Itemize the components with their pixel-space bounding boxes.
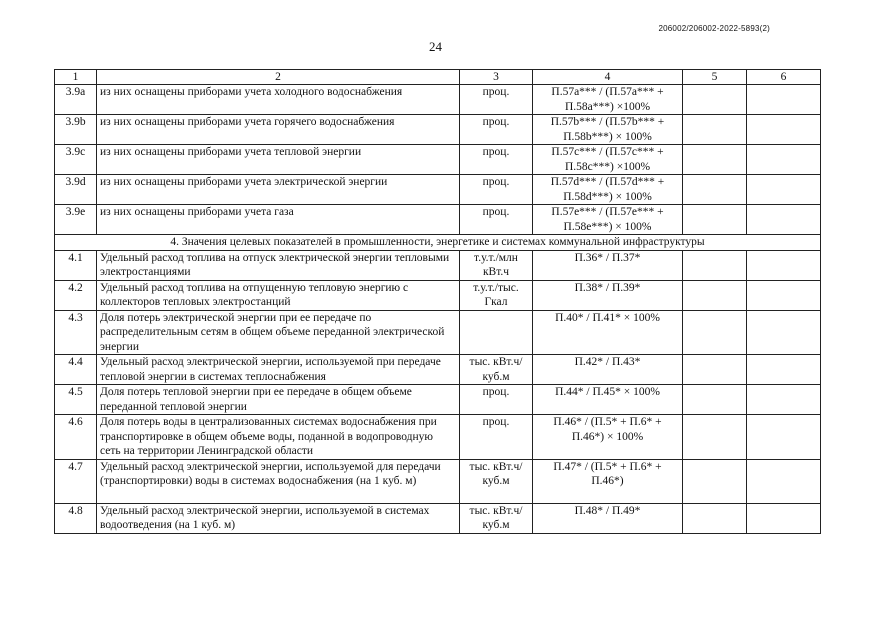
row-value-6: [747, 250, 821, 280]
table-row: [55, 145, 821, 175]
row-value-5: [683, 145, 747, 175]
row-unit: т.у.т./тыс. Гкал: [460, 280, 533, 310]
row-description: из них оснащены приборами учета холодного водоснабжения: [97, 85, 460, 115]
row-unit: проц.: [460, 175, 533, 205]
row-value-6: [747, 280, 821, 310]
row-description: Удельный расход электрической энергии, используемой в системах водоотведения (на 1 куб. м): [97, 503, 460, 533]
indicators-table: [54, 69, 821, 534]
row-formula: П.57c*** / (П.57c*** + П.58c***) ×100%: [533, 145, 683, 175]
row-number: 3.9d: [55, 175, 97, 205]
row-number: 4.2: [55, 280, 97, 310]
table-row: [55, 503, 821, 533]
row-value-6: [747, 205, 821, 235]
row-description: Удельный расход электрической энергии, используемой для передачи (транспортировки) воды в системах водоснабжения (на 1 куб. м): [97, 459, 460, 503]
table-row: [55, 85, 821, 115]
header-cell: 1: [55, 70, 97, 85]
row-number: 4.6: [55, 415, 97, 460]
table-row: [55, 385, 821, 415]
row-unit: тыс. кВт.ч/куб.м: [460, 459, 533, 503]
row-formula: П.38* / П.39*: [533, 280, 683, 310]
row-number: 3.9b: [55, 115, 97, 145]
table-row: [55, 205, 821, 235]
row-value-5: [683, 503, 747, 533]
row-description: Удельный расход топлива на отпущенную тепловую энергию с коллекторов тепловых электростанций: [97, 280, 460, 310]
row-number: 3.9c: [55, 145, 97, 175]
row-description: из них оснащены приборами учета газа: [97, 205, 460, 235]
row-formula: П.48* / П.49*: [533, 503, 683, 533]
row-unit: т.у.т./млн кВт.ч: [460, 250, 533, 280]
row-description: Доля потерь тепловой энергии при ее передаче в общем объеме переданной тепловой энергии: [97, 385, 460, 415]
row-number: 4.7: [55, 459, 97, 503]
row-value-5: [683, 310, 747, 355]
row-value-6: [747, 145, 821, 175]
row-description: Удельный расход электрической энергии, используемой при передаче тепловой энергии в системах теплоснабжения: [97, 355, 460, 385]
row-description: из них оснащены приборами учета горячего водоснабжения: [97, 115, 460, 145]
row-formula: П.57b*** / (П.57b*** + П.58b***) × 100%: [533, 115, 683, 145]
row-value-5: [683, 385, 747, 415]
row-unit: тыс. кВт.ч/куб.м: [460, 503, 533, 533]
row-value-6: [747, 415, 821, 460]
row-description: Доля потерь электрической энергии при ее передаче по распределительным сетям в общем объеме переданной электрической энергии: [97, 310, 460, 355]
row-value-6: [747, 355, 821, 385]
row-formula: П.42* / П.43*: [533, 355, 683, 385]
row-number: 4.4: [55, 355, 97, 385]
row-value-6: [747, 310, 821, 355]
row-number: 4.1: [55, 250, 97, 280]
row-description: из них оснащены приборами учета тепловой энергии: [97, 145, 460, 175]
row-description: Доля потерь воды в централизованных системах водоснабжения при транспортировке в общем объеме воды, поданной в водопроводную сеть на территории Ленинградской области: [97, 415, 460, 460]
row-value-5: [683, 175, 747, 205]
row-unit: [460, 310, 533, 355]
row-number: 4.3: [55, 310, 97, 355]
row-formula: П.57e*** / (П.57e*** + П.58e***) × 100%: [533, 205, 683, 235]
row-value-5: [683, 85, 747, 115]
row-formula: П.40* / П.41* × 100%: [533, 310, 683, 355]
row-number: 4.8: [55, 503, 97, 533]
row-value-5: [683, 115, 747, 145]
row-formula: П.57d*** / (П.57d*** + П.58d***) × 100%: [533, 175, 683, 205]
row-value-5: [683, 250, 747, 280]
row-unit: проц.: [460, 85, 533, 115]
row-value-5: [683, 280, 747, 310]
row-formula: П.44* / П.45* × 100%: [533, 385, 683, 415]
row-unit: проц.: [460, 385, 533, 415]
table-row: [55, 459, 821, 503]
row-unit: проц.: [460, 415, 533, 460]
header-cell: 4: [533, 70, 683, 85]
header-cell: 5: [683, 70, 747, 85]
row-formula: П.57a*** / (П.57a*** + П.58a***) ×100%: [533, 85, 683, 115]
row-unit: тыс. кВт.ч/куб.м: [460, 355, 533, 385]
page-number: 24: [429, 39, 442, 54]
document-id: 206002/206002-2022-5893(2): [658, 24, 770, 33]
header-row: [55, 70, 821, 85]
row-value-5: [683, 205, 747, 235]
row-value-5: [683, 415, 747, 460]
table-row: [55, 115, 821, 145]
row-value-5: [683, 459, 747, 503]
table-row: [55, 250, 821, 280]
row-number: 3.9e: [55, 205, 97, 235]
row-value-5: [683, 355, 747, 385]
row-value-6: [747, 459, 821, 503]
row-number: 4.5: [55, 385, 97, 415]
row-value-6: [747, 115, 821, 145]
row-formula: П.36* / П.37*: [533, 250, 683, 280]
table-row: [55, 175, 821, 205]
row-description: Удельный расход топлива на отпуск электрической энергии тепловыми электростанциями: [97, 250, 460, 280]
row-description: из них оснащены приборами учета электрической энергии: [97, 175, 460, 205]
row-unit: проц.: [460, 115, 533, 145]
row-value-6: [747, 385, 821, 415]
table-row: [55, 355, 821, 385]
table-row: [55, 280, 821, 310]
row-formula: П.47* / (П.5* + П.6* + П.46*): [533, 459, 683, 503]
row-number: 3.9a: [55, 85, 97, 115]
section-title: 4. Значения целевых показателей в промышленности, энергетике и системах коммунальной инфраструктуры: [55, 235, 821, 251]
row-value-6: [747, 503, 821, 533]
row-value-6: [747, 85, 821, 115]
table-row: [55, 310, 821, 355]
header-cell: 6: [747, 70, 821, 85]
row-value-6: [747, 175, 821, 205]
header-cell: 3: [460, 70, 533, 85]
row-unit: проц.: [460, 205, 533, 235]
header-cell: 2: [97, 70, 460, 85]
table-row: [55, 415, 821, 460]
row-unit: проц.: [460, 145, 533, 175]
section-row: [55, 235, 821, 251]
row-formula: П.46* / (П.5* + П.6* + П.46*) × 100%: [533, 415, 683, 460]
